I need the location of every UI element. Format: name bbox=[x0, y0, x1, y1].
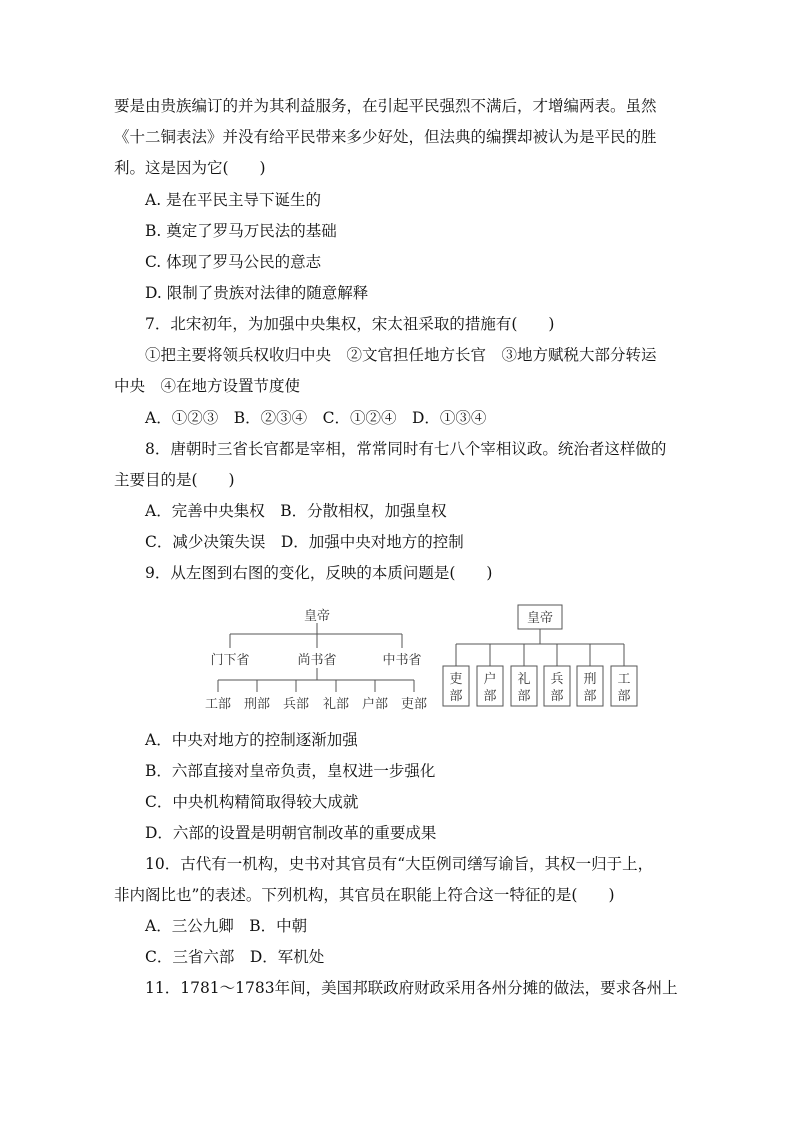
q9-option-c: C．中央机构精简取得较大成就 bbox=[145, 793, 359, 811]
right-xingbu-bottom: 部 bbox=[583, 689, 597, 704]
left-xingbu-label: 刑部 bbox=[243, 697, 271, 712]
q6-option-a: A. 是在平民主导下诞生的 bbox=[145, 191, 322, 209]
q8-stem-line2: 主要目的是( ) bbox=[114, 471, 235, 489]
q9-stem: 9．从左图到右图的变化，反映的本质问题是( ) bbox=[145, 564, 493, 582]
q11-stem-line1: 11．1781～1783年间，美国邦联政府财政采用各州分摊的做法，要求各州上 bbox=[145, 979, 678, 997]
right-libu2-top: 礼 bbox=[517, 672, 531, 687]
q8-options-line2: C．减少决策失误 D．加强中央对地方的控制 bbox=[145, 533, 464, 551]
q10-options-line1: A．三公九卿 B．中朝 bbox=[145, 917, 308, 935]
left-libu-label: 礼部 bbox=[322, 697, 350, 712]
q6-option-b: B. 奠定了罗马万民法的基础 bbox=[145, 222, 337, 240]
left-menxia-label: 门下省 bbox=[210, 653, 250, 668]
q6-option-c: C. 体现了罗马公民的意志 bbox=[145, 253, 322, 271]
q7-items-line2: 中央 ④在地方设置节度使 bbox=[114, 377, 301, 395]
left-libu-official-label: 吏部 bbox=[400, 697, 428, 712]
q10-options-line2: C．三省六部 D．军机处 bbox=[145, 948, 325, 966]
q10-stem-line2: 非内阁比也”的表述。下列机构，其官员在职能上符合这一特征的是( ) bbox=[114, 886, 615, 904]
right-bingbu-top: 兵 bbox=[550, 672, 564, 687]
q10-stem-line1: 10．古代有一机构，史书对其官员有“大臣例司缮写谕旨，其权一归于上， bbox=[145, 855, 654, 873]
left-shangshu-label: 尚书省 bbox=[297, 653, 337, 668]
q9-option-d: D．六部的设置是明朝官制改革的重要成果 bbox=[145, 824, 437, 842]
left-bingbu-label: 兵部 bbox=[282, 697, 310, 712]
right-gongbu-bottom: 部 bbox=[617, 689, 631, 704]
q8-stem-line1: 8．唐朝时三省长官都是宰相，常常同时有七八个宰相议政。统治者这样做的 bbox=[145, 440, 667, 458]
q6-stem-line3: 利。这是因为它( ) bbox=[114, 159, 266, 177]
q9-option-b: B．六部直接对皇帝负责，皇权进一步强化 bbox=[145, 762, 436, 780]
left-zhongshu-label: 中书省 bbox=[382, 653, 422, 668]
q6-option-d: D. 限制了贵族对法律的随意解释 bbox=[145, 284, 369, 302]
q7-stem: 7．北宋初年，为加强中央集权，宋太祖采取的措施有( ) bbox=[145, 315, 555, 333]
right-libu-top: 吏 bbox=[449, 672, 463, 687]
q8-options-line1: A．完善中央集权 B．分散相权，加强皇权 bbox=[145, 502, 447, 520]
right-libu-bottom: 部 bbox=[449, 689, 463, 704]
q9-diagrams bbox=[190, 600, 660, 718]
right-libu2-bottom: 部 bbox=[517, 689, 531, 704]
right-bingbu-bottom: 部 bbox=[550, 689, 564, 704]
right-gongbu-top: 工 bbox=[617, 672, 631, 687]
right-emperor-label: 皇帝 bbox=[526, 611, 554, 626]
q6-stem-line1: 要是由贵族编订的并为其利益服务，在引起平民强烈不满后，才增编两表。虽然 bbox=[114, 97, 657, 115]
left-emperor-label: 皇帝 bbox=[303, 609, 331, 624]
q9-option-a: A．中央对地方的控制逐渐加强 bbox=[145, 731, 358, 749]
right-xingbu-top: 刑 bbox=[583, 672, 597, 687]
left-gongbu-label: 工部 bbox=[204, 697, 232, 712]
left-hubu-label: 户部 bbox=[361, 697, 389, 712]
right-hubu-top: 户 bbox=[483, 672, 497, 687]
right-hubu-bottom: 部 bbox=[483, 689, 497, 704]
q7-options: A．①②③ B．②③④ C．①②④ D．①③④ bbox=[145, 409, 487, 427]
q7-items-line1: ①把主要将领兵权收归中央 ②文官担任地方长官 ③地方赋税大部分转运 bbox=[145, 346, 657, 364]
q6-stem-line2: 《十二铜表法》并没有给平民带来多少好处，但法典的编撰却被认为是平民的胜 bbox=[114, 128, 657, 146]
